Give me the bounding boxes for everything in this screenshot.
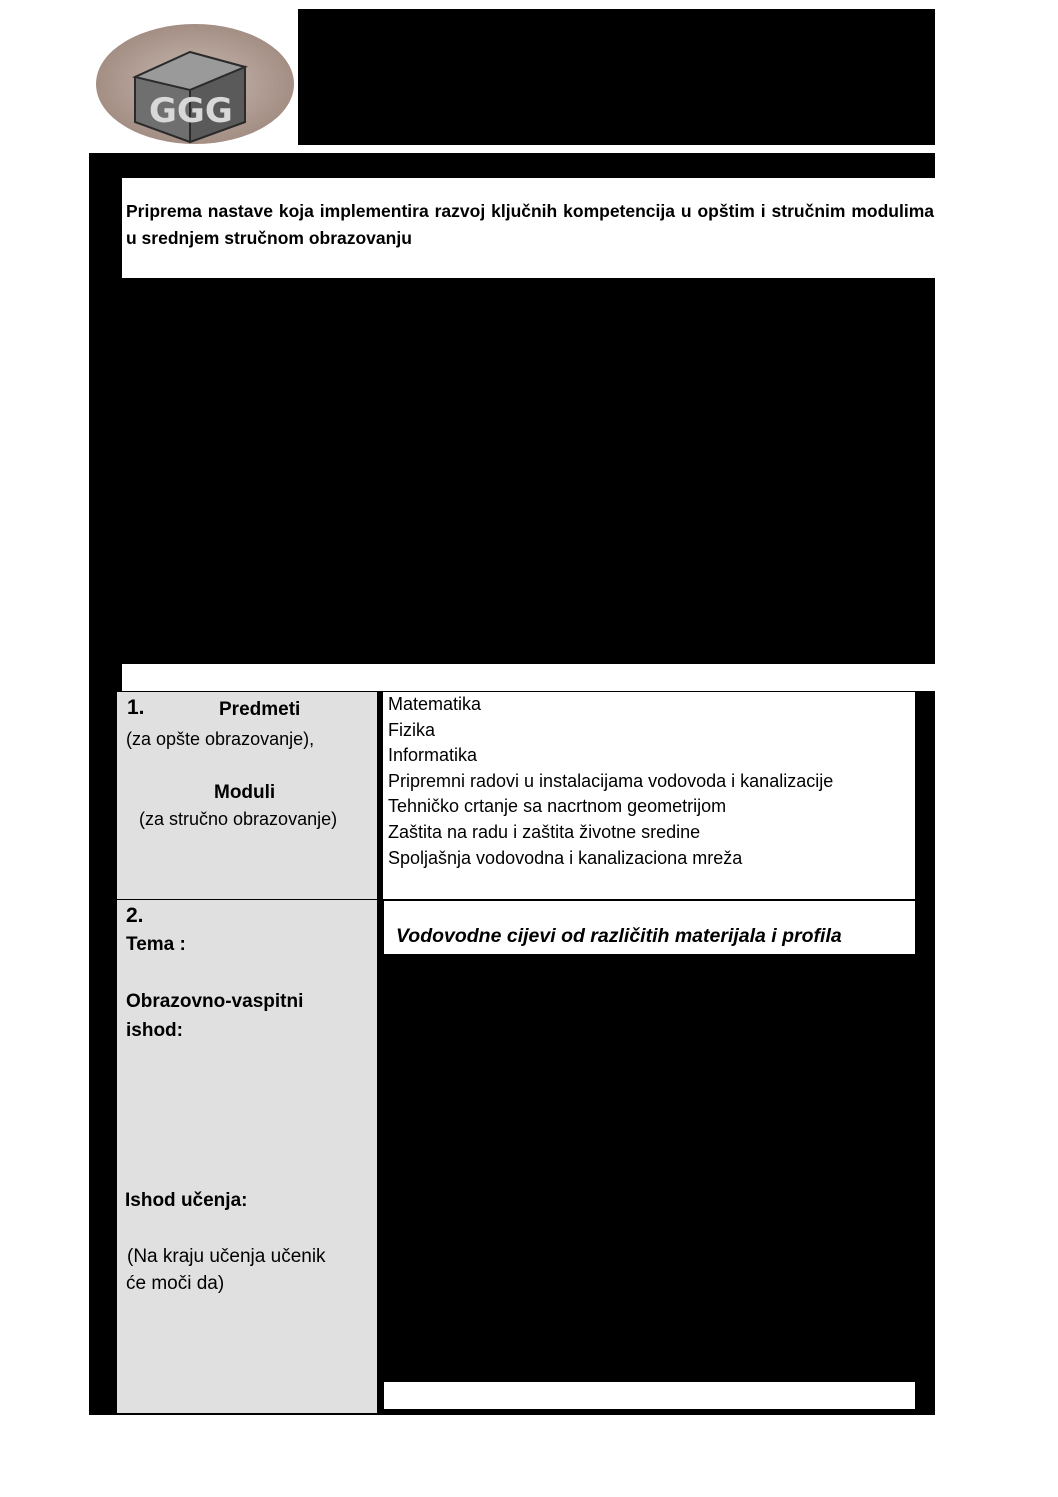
school-logo: [95, 22, 295, 146]
list-item: Matematika: [388, 694, 482, 714]
modules-heading: Moduli: [214, 782, 276, 803]
header-redacted-block: [298, 9, 935, 145]
subjects-heading: Predmeti: [219, 699, 301, 720]
list-item: Informatika: [388, 745, 478, 766]
logo-letters: GGG: [149, 91, 233, 131]
list-item: Zaštita na radu i zaštita životne sredine: [388, 822, 701, 842]
learning-note-line2: će moči da): [126, 1273, 225, 1294]
outcome-label-line2: ishod:: [126, 1020, 183, 1041]
intro-title: Priprema nastave koja implementira razvoj ključnih kompetencija u opštim i stručnim modulima u srednjem stručnom obrazovanju: [126, 201, 934, 248]
learning-outcome-label: Ishod učenja:: [125, 1190, 248, 1211]
row2-label-cell: [116, 899, 378, 1414]
intro-box: [122, 178, 935, 278]
spacer-strip: [122, 664, 935, 691]
subjects-note: (za opšte obrazovanje),: [126, 729, 315, 749]
topic-value: Vodovodne cijevi od različitih materijala i profila: [396, 925, 842, 947]
list-item: Pripremni radovi u instalacijama vodovoda i kanalizacije: [388, 770, 834, 791]
topic-label: Tema :: [126, 934, 186, 955]
modules-note: (za stručno obrazovanje): [139, 809, 338, 829]
row1-number: 1.: [127, 696, 145, 719]
outcome-label-line1: Obrazovno-vaspitni: [126, 991, 304, 1012]
list-item: Tehničko crtanje sa nacrtnom geometrijom: [388, 796, 727, 817]
list-item: Spoljašnja vodovodna i kanalizaciona mreža: [388, 847, 743, 868]
list-item: Fizika: [388, 719, 436, 740]
row2-bottom-strip: [384, 1382, 915, 1409]
row2-number: 2.: [126, 904, 144, 927]
subjects-list-cell: [382, 691, 916, 900]
learning-note-line1: (Na kraju učenja učenik: [127, 1246, 326, 1267]
row1-label-cell: [116, 691, 378, 900]
topic-cell: [384, 901, 915, 954]
